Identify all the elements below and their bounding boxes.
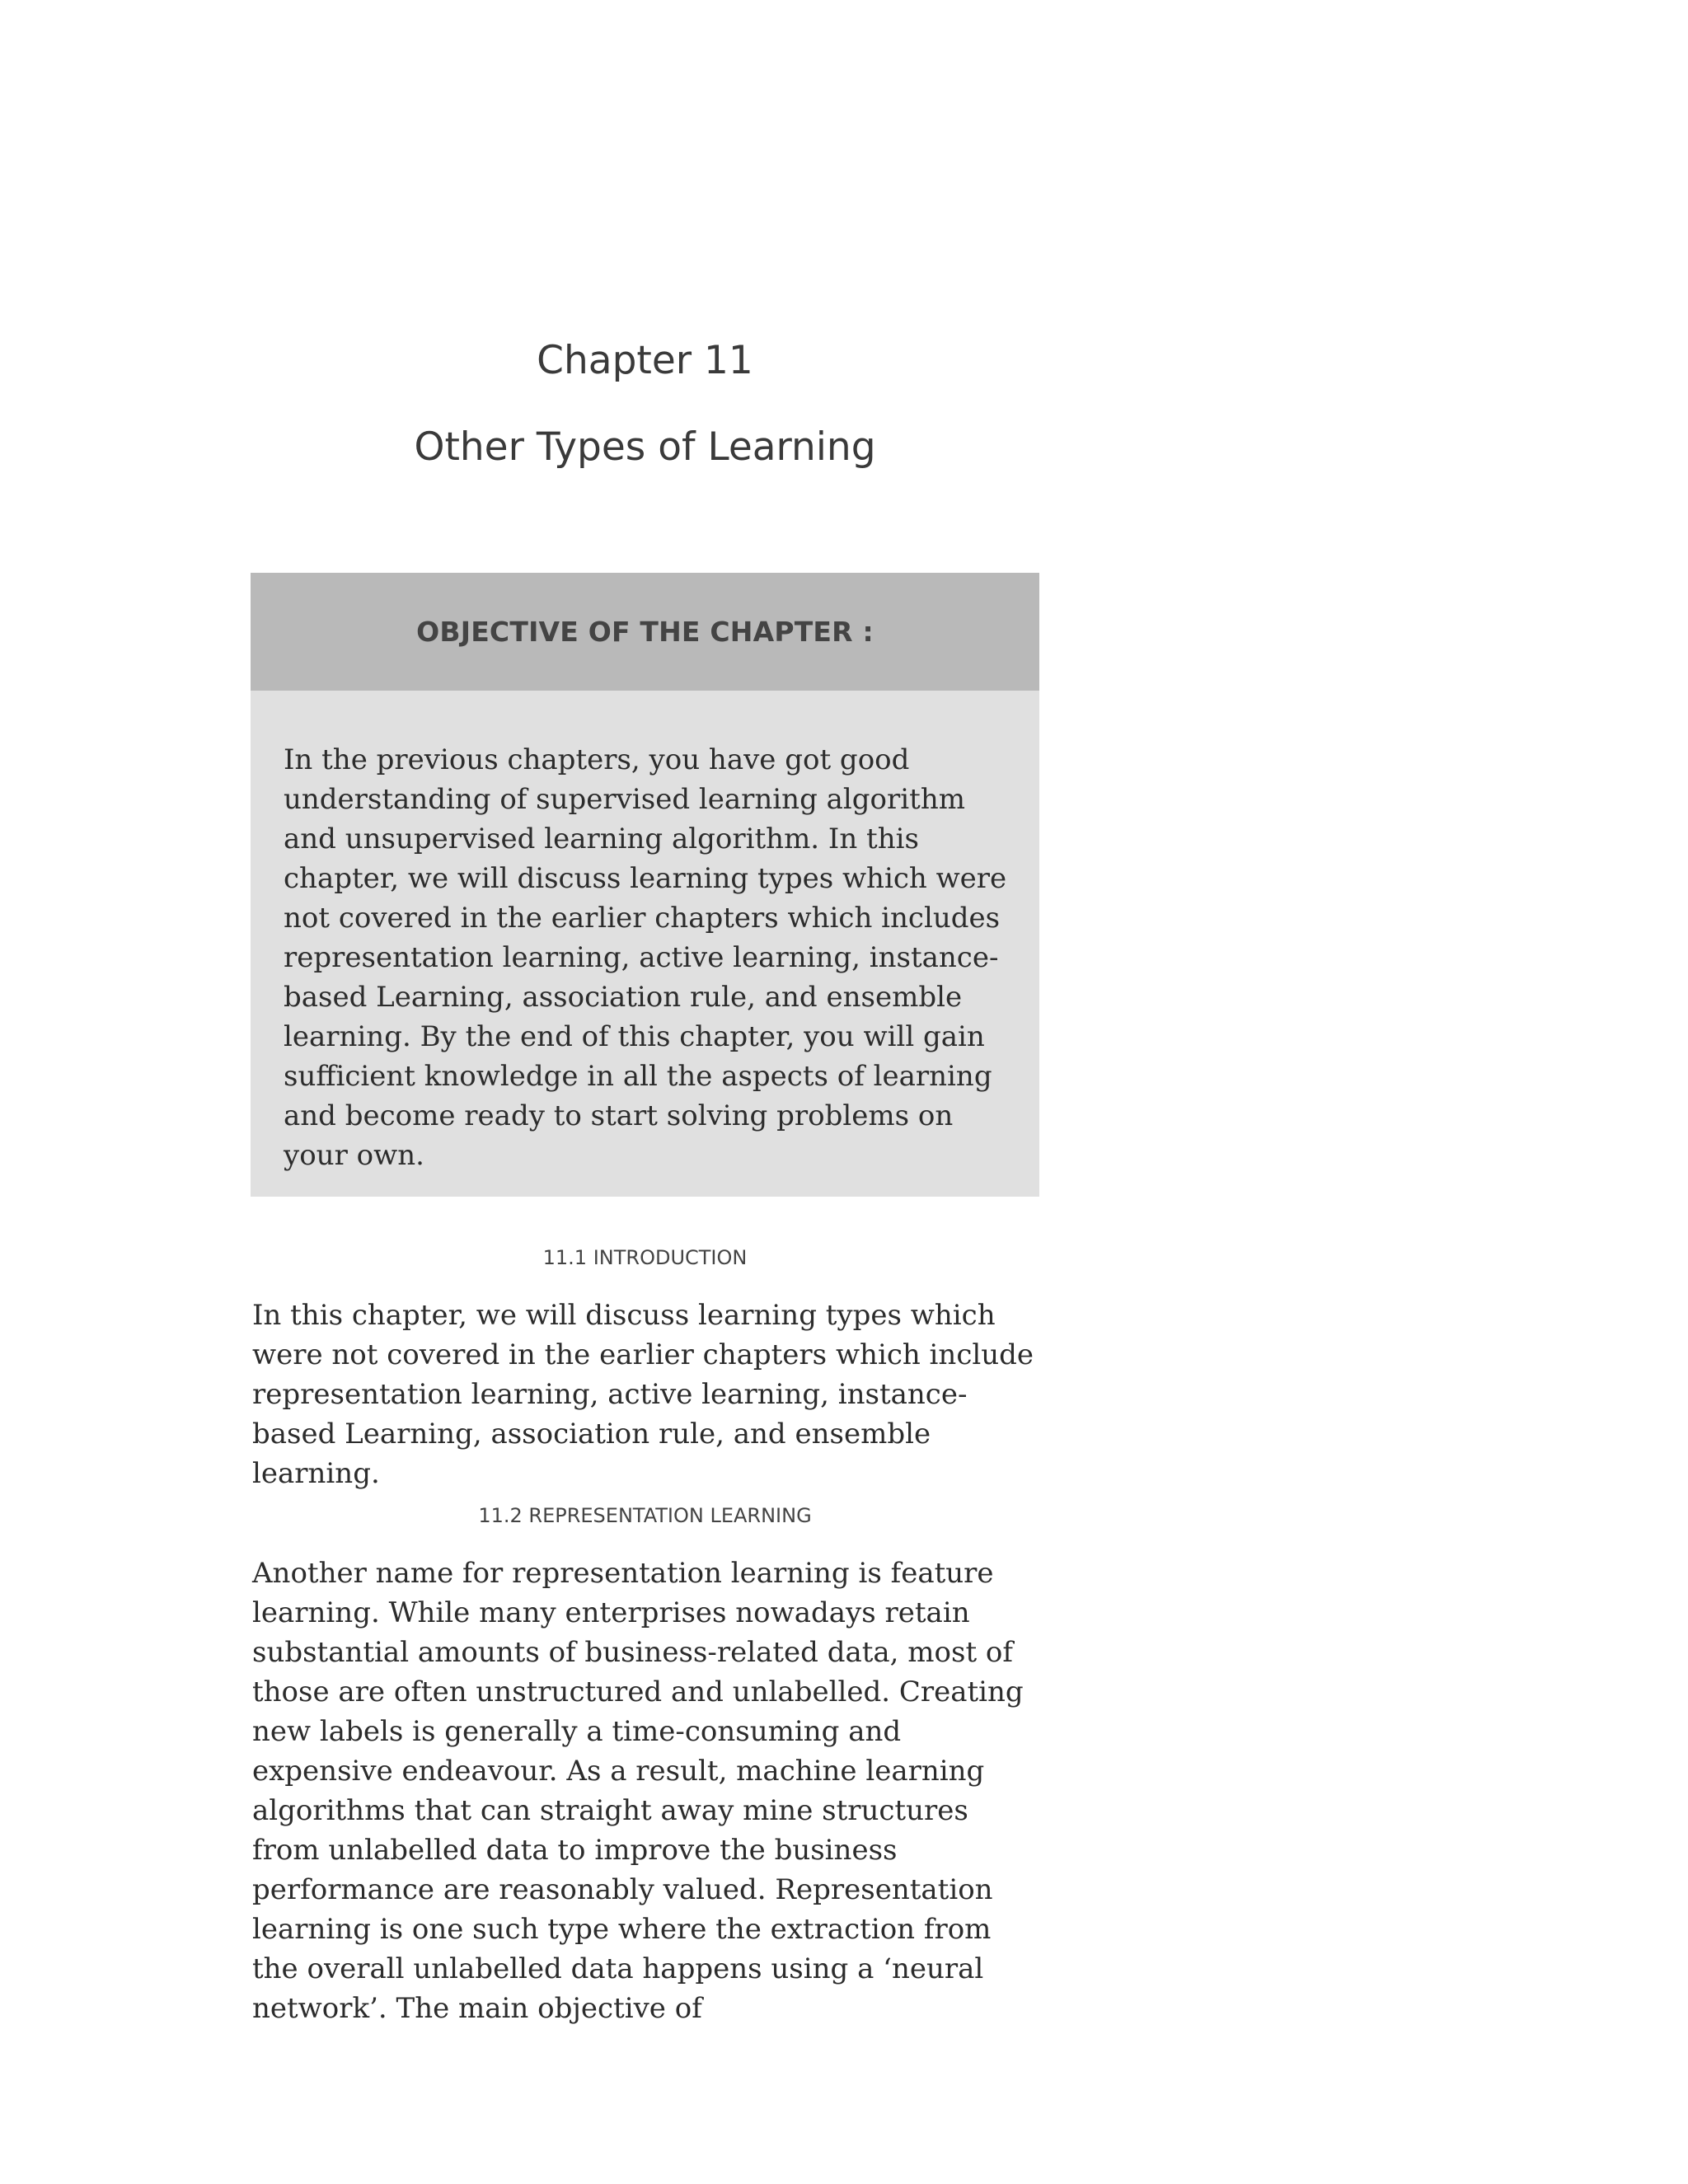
section-paragraph-introduction: In this chapter, we will discuss learning types which were not covered in the earlier chapters which include representation learning, active learning, instance-based Learning, association rule, and ensemble learning. — [252, 1299, 1034, 1490]
section-heading-introduction: 11.1 INTRODUCTION — [542, 1246, 748, 1269]
chapter-title: Other Types of Learning — [414, 424, 876, 470]
section-heading-representation-learning: 11.2 REPRESENTATION LEARNING — [478, 1504, 812, 1527]
section-paragraph-representation-learning: Another name for representation learning is feature learning. While many enterprises nowadays retain substantial amounts of business-related data, most of those are often unstructured and unlabelled. Creating new labels is generally a time-consuming and expensive endeavour. As a result, machine learning algorithms that can straight away mine structures from unlabelled data to improve the business performance are reasonably valued. Representation learning is one such type where the extraction from the overall unlabelled data happens using a ‘neural network’. The main objective of — [252, 1557, 1024, 2025]
objective-header — [251, 573, 1039, 691]
chapter-number: Chapter 11 — [537, 338, 753, 383]
objective-box — [251, 573, 1039, 1197]
objective-heading: OBJECTIVE OF THE CHAPTER : — [416, 616, 874, 648]
objective-text: In the previous chapters, you have got good understanding of supervised learning algorithm and unsupervised learning algorithm. In this chapter, we will discuss learning types which were not covered in the earlier chapters which includes representation learning, active learning, instance-based Learning, association rule, and ensemble learning. By the end of this chapter, you will gain sufficient knowledge in all the aspects of learning and become ready to start solving problems on your own. — [284, 743, 1007, 1172]
